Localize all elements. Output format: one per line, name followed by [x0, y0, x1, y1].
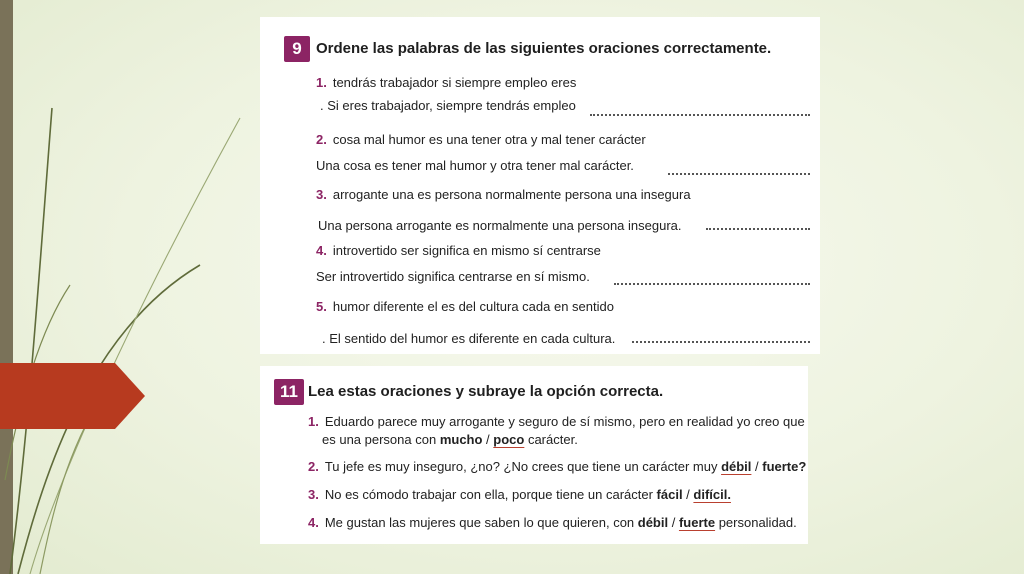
exercise-item: 1. tendrás trabajador si siempre empleo eres: [316, 75, 577, 90]
exercise-item-continuation: es una persona con mucho / poco carácter.: [322, 432, 578, 447]
answer-text: Una cosa es tener mal humor y otra tener mal carácter.: [316, 158, 634, 173]
red-arrow-tab: [0, 363, 145, 429]
exercise-item: 2. cosa mal humor es una tener otra y mal tener carácter: [316, 132, 646, 147]
exercise-item: 5. humor diferente el es del cultura cada en sentido: [316, 299, 614, 314]
exercise-item: 1. Eduardo parece muy arrogante y seguro de sí mismo, pero en realidad yo creo que: [308, 414, 805, 429]
exercise-title: Ordene las palabras de las siguientes oraciones correctamente.: [316, 40, 772, 57]
answer-text: Una persona arrogante es normalmente una persona insegura.: [318, 218, 682, 233]
answer-text: Ser introvertido significa centrarse en sí mismo.: [316, 269, 590, 284]
exercise-11-panel: [260, 366, 808, 544]
grass-decoration: [0, 0, 260, 574]
exercise-number-badge: 11: [274, 379, 304, 405]
answer-line: [614, 283, 810, 285]
exercise-title: Lea estas oraciones y subraye la opción correcta.: [308, 383, 664, 400]
selected-option: difícil.: [693, 487, 731, 502]
exercise-item: 3. No es cómodo trabajar con ella, porque tiene un carácter fácil / difícil.: [308, 487, 731, 502]
exercise-item: 3. arrogante una es persona normalmente persona una insegura: [316, 187, 691, 202]
answer-text: . El sentido del humor es diferente en cada cultura.: [322, 331, 616, 346]
selected-option: poco: [493, 432, 525, 447]
selected-option: débil: [721, 459, 752, 474]
exercise-item: 4. Me gustan las mujeres que saben lo que quieren, con débil / fuerte personalidad.: [308, 515, 797, 530]
exercise-9-panel: [260, 17, 820, 354]
exercise-item: 2. Tu jefe es muy inseguro, ¿no? ¿No crees que tiene un carácter muy débil / fuerte?: [308, 459, 807, 474]
answer-text: . Si eres trabajador, siempre tendrás empleo: [320, 98, 576, 113]
exercise-number-badge: 9: [284, 36, 310, 62]
answer-line: [590, 114, 810, 116]
answer-line: [706, 228, 810, 230]
answer-line: [632, 341, 810, 343]
exercise-item: 4. introvertido ser significa en mismo sí centrarse: [316, 243, 601, 258]
selected-option: fuerte: [678, 515, 716, 530]
answer-line: [668, 173, 810, 175]
